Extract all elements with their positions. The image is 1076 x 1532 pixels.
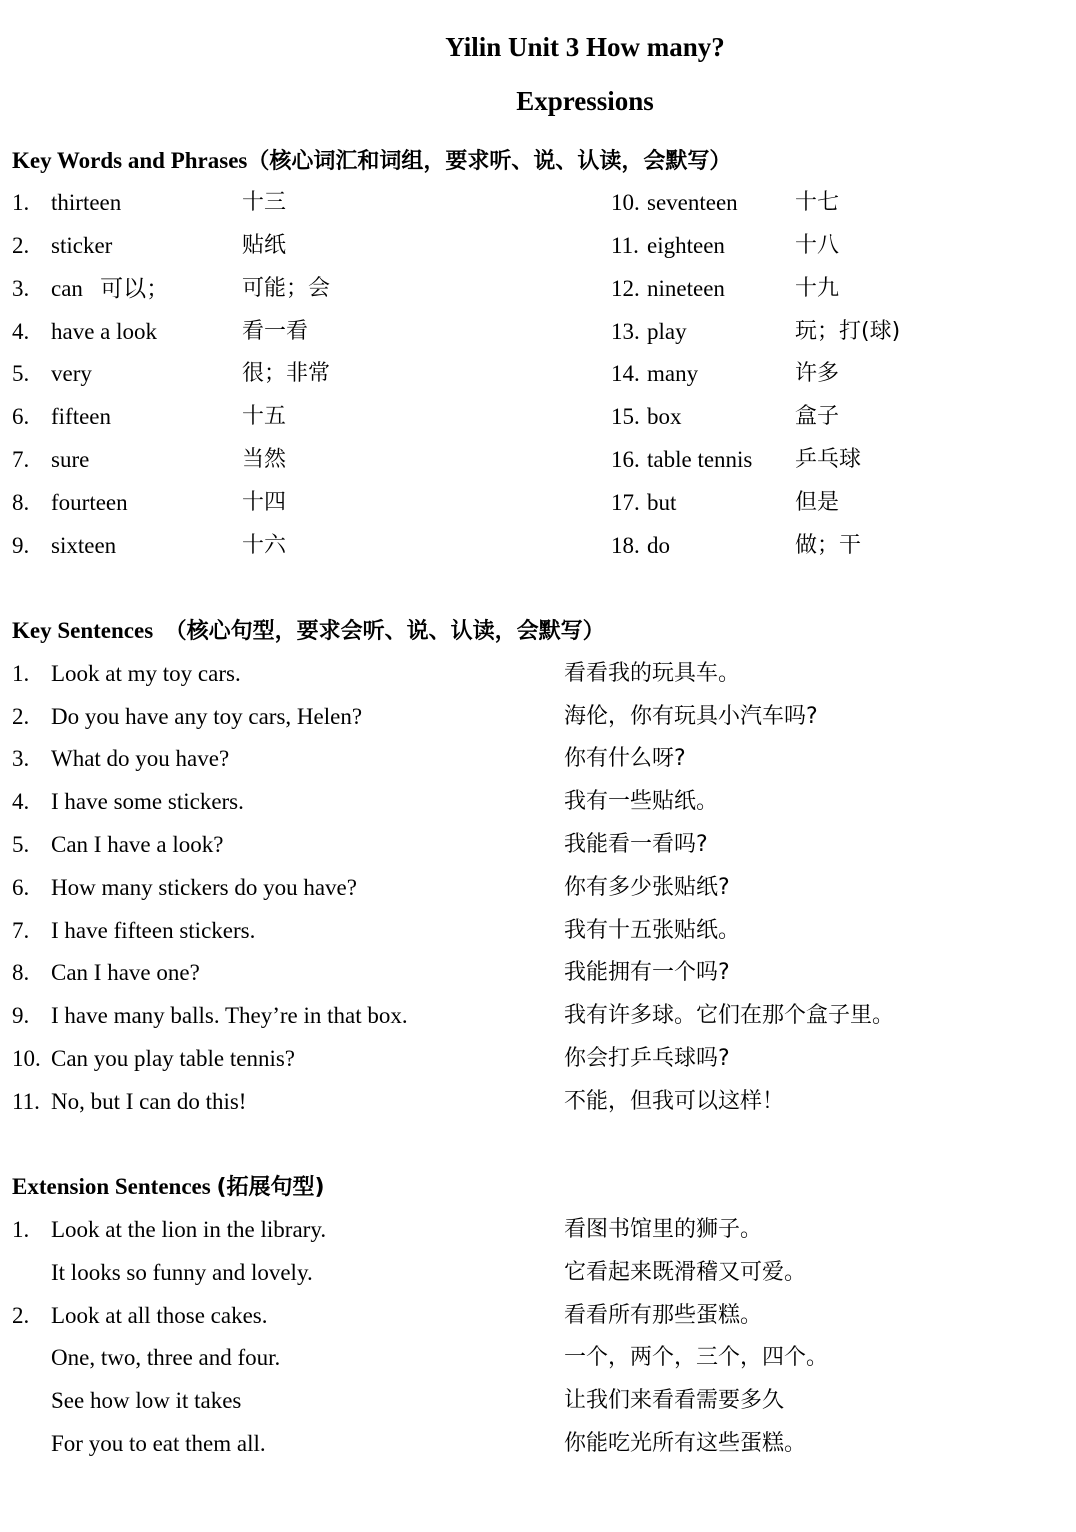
sentence-english: I have many balls. They’re in that box. — [51, 1003, 408, 1028]
vocab-number: 15. — [611, 404, 640, 429]
sentence-english: One, two, three and four. — [51, 1345, 281, 1370]
sentence-english: Look at the lion in the library. — [51, 1217, 327, 1242]
vocab-number: 3. — [12, 276, 30, 301]
vocab-number: 17. — [611, 490, 640, 515]
vocab-chinese: 十七 — [795, 190, 840, 215]
vocab-number: 6. — [12, 404, 30, 429]
sentence-english: For you to eat them all. — [51, 1431, 266, 1456]
sentence-chinese: 它看起来既滑稽又可爱。 — [564, 1260, 807, 1285]
vocab-number: 7. — [12, 447, 30, 472]
sentence-chinese: 海伦，你有玩具小汽车吗? — [564, 704, 818, 729]
sentence-english: It looks so funny and lovely. — [51, 1260, 313, 1285]
sentence-number: 4. — [12, 789, 30, 814]
sentence-chinese: 让我们来看看需要多久 — [564, 1388, 785, 1413]
sentence-chinese: 看看所有那些蛋糕。 — [564, 1303, 763, 1328]
sentence-english: Look at my toy cars. — [51, 661, 241, 686]
vocab-english: eighteen — [647, 233, 725, 258]
sentence-chinese: 我有十五张贴纸。 — [564, 918, 741, 943]
vocab-number: 5. — [12, 361, 30, 386]
vocab-chinese: 十八 — [795, 233, 840, 258]
extension-heading-zh: (拓展句型) — [216, 1175, 325, 1200]
vocab-english: sure — [51, 447, 90, 472]
sentence-english: What do you have? — [51, 746, 230, 771]
vocab-chinese: 看一看 — [242, 319, 309, 344]
sentence-english: Can I have a look? — [51, 832, 224, 857]
sentence-number: 10. — [12, 1046, 41, 1071]
key-sentences-heading-zh: （核心句型，要求会听、说、认读，会默写） — [164, 619, 605, 644]
vocab-number: 13. — [611, 319, 640, 344]
vocab-chinese: 做；干 — [795, 533, 862, 558]
sentence-chinese: 看看我的玩具车。 — [564, 661, 741, 686]
vocab-chinese: 当然 — [242, 447, 287, 472]
vocab-chinese: 十九 — [795, 276, 840, 301]
sentence-english: Do you have any toy cars, Helen? — [51, 704, 363, 729]
vocab-english: seventeen — [647, 190, 738, 215]
vocab-english: do — [647, 533, 670, 558]
vocab-english: many — [647, 361, 699, 386]
vocab-chinese: 但是 — [795, 490, 840, 515]
sentence-number: 1. — [12, 661, 30, 686]
sentence-number: 5. — [12, 832, 30, 857]
vocab-english: nineteen — [647, 276, 725, 301]
sentence-number: 2. — [12, 704, 30, 729]
sentence-number: 3. — [12, 746, 30, 771]
vocab-english: thirteen — [51, 190, 122, 215]
vocab-english: have a look — [51, 319, 158, 344]
sentence-chinese: 你会打乒乓球吗? — [564, 1046, 730, 1071]
vocab-english: box — [647, 404, 682, 429]
sentence-number: 2. — [12, 1303, 30, 1328]
sentence-chinese: 我有一些贴纸。 — [564, 789, 719, 814]
sentence-english: I have fifteen stickers. — [51, 918, 256, 943]
vocab-english: but — [647, 490, 677, 515]
sentence-number: 1. — [12, 1217, 30, 1242]
vocab-chinese: 十六 — [242, 533, 287, 558]
key-words-heading-en: Key Words and Phrases — [12, 148, 248, 173]
sentence-number: 8. — [12, 960, 30, 985]
sentence-chinese: 你能吃光所有这些蛋糕。 — [564, 1431, 807, 1456]
vocab-chinese: 贴纸 — [242, 233, 287, 258]
vocab-chinese: 十三 — [242, 190, 287, 215]
key-words-heading — [12, 144, 731, 175]
sentence-chinese: 我能拥有一个吗? — [564, 960, 730, 985]
vocab-chinese: 许多 — [795, 361, 840, 386]
sentence-english: I have some stickers. — [51, 789, 244, 814]
key-sentences-heading-en: Key Sentences — [12, 618, 154, 643]
page-title: Yilin Unit 3 How many? — [445, 32, 725, 62]
sentence-english: Look at all those cakes. — [51, 1303, 268, 1328]
sentence-number: 9. — [12, 1003, 30, 1028]
vocab-number: 2. — [12, 233, 30, 258]
vocab-chinese: 可能；会 — [242, 276, 331, 301]
vocab-chinese: 盒子 — [795, 404, 840, 429]
sentence-english: Can I have one? — [51, 960, 200, 985]
page-subtitle: Expressions — [516, 86, 654, 116]
vocab-chinese: 乒乓球 — [795, 447, 862, 472]
sentence-english: See how low it takes — [51, 1388, 242, 1413]
vocab-number: 14. — [611, 361, 640, 386]
key-words-heading-zh: （核心词汇和词组，要求听、说、认读，会默写） — [247, 149, 732, 174]
extension-heading — [12, 1170, 325, 1201]
sentence-chinese: 你有多少张贴纸? — [564, 875, 730, 900]
sentence-chinese: 看图书馆里的狮子。 — [564, 1217, 763, 1242]
vocab-number: 11. — [611, 233, 639, 258]
sentence-chinese: 你有什么呀? — [564, 746, 686, 771]
vocab-number: 1. — [12, 190, 30, 215]
sentence-chinese: 我有许多球。它们在那个盒子里。 — [564, 1003, 895, 1028]
sentence-chinese: 我能看一看吗? — [564, 832, 708, 857]
vocab-english: can 可以； — [51, 276, 170, 301]
sentence-chinese: 一个，两个，三个，四个。 — [564, 1345, 829, 1370]
sentence-english: No, but I can do this! — [51, 1089, 247, 1114]
sentence-number: 6. — [12, 875, 30, 900]
vocab-english: fifteen — [51, 404, 112, 429]
vocab-number: 9. — [12, 533, 30, 558]
vocab-number: 8. — [12, 490, 30, 515]
vocab-number: 16. — [611, 447, 640, 472]
vocab-number: 10. — [611, 190, 640, 215]
sentence-english: How many stickers do you have? — [51, 875, 357, 900]
vocab-number: 4. — [12, 319, 30, 344]
vocab-number: 12. — [611, 276, 640, 301]
vocab-chinese: 十五 — [242, 404, 287, 429]
vocab-english: play — [647, 319, 687, 344]
vocab-chinese: 十四 — [242, 490, 287, 515]
sentence-chinese: 不能，但我可以这样！ — [564, 1089, 785, 1114]
vocab-english: table tennis — [647, 447, 753, 472]
vocab-english: sticker — [51, 233, 113, 258]
sentence-number: 7. — [12, 918, 30, 943]
vocab-number: 18. — [611, 533, 640, 558]
extension-heading-en: Extension Sentences — [12, 1174, 211, 1199]
sentence-english: Can you play table tennis? — [51, 1046, 295, 1071]
sentence-number: 11. — [12, 1089, 40, 1114]
vocab-english: sixteen — [51, 533, 117, 558]
vocab-english: very — [51, 361, 92, 386]
vocab-chinese: 玩；打(球) — [795, 319, 901, 344]
vocab-chinese: 很；非常 — [242, 361, 331, 386]
vocab-english: fourteen — [51, 490, 128, 515]
key-sentences-heading — [12, 614, 605, 645]
